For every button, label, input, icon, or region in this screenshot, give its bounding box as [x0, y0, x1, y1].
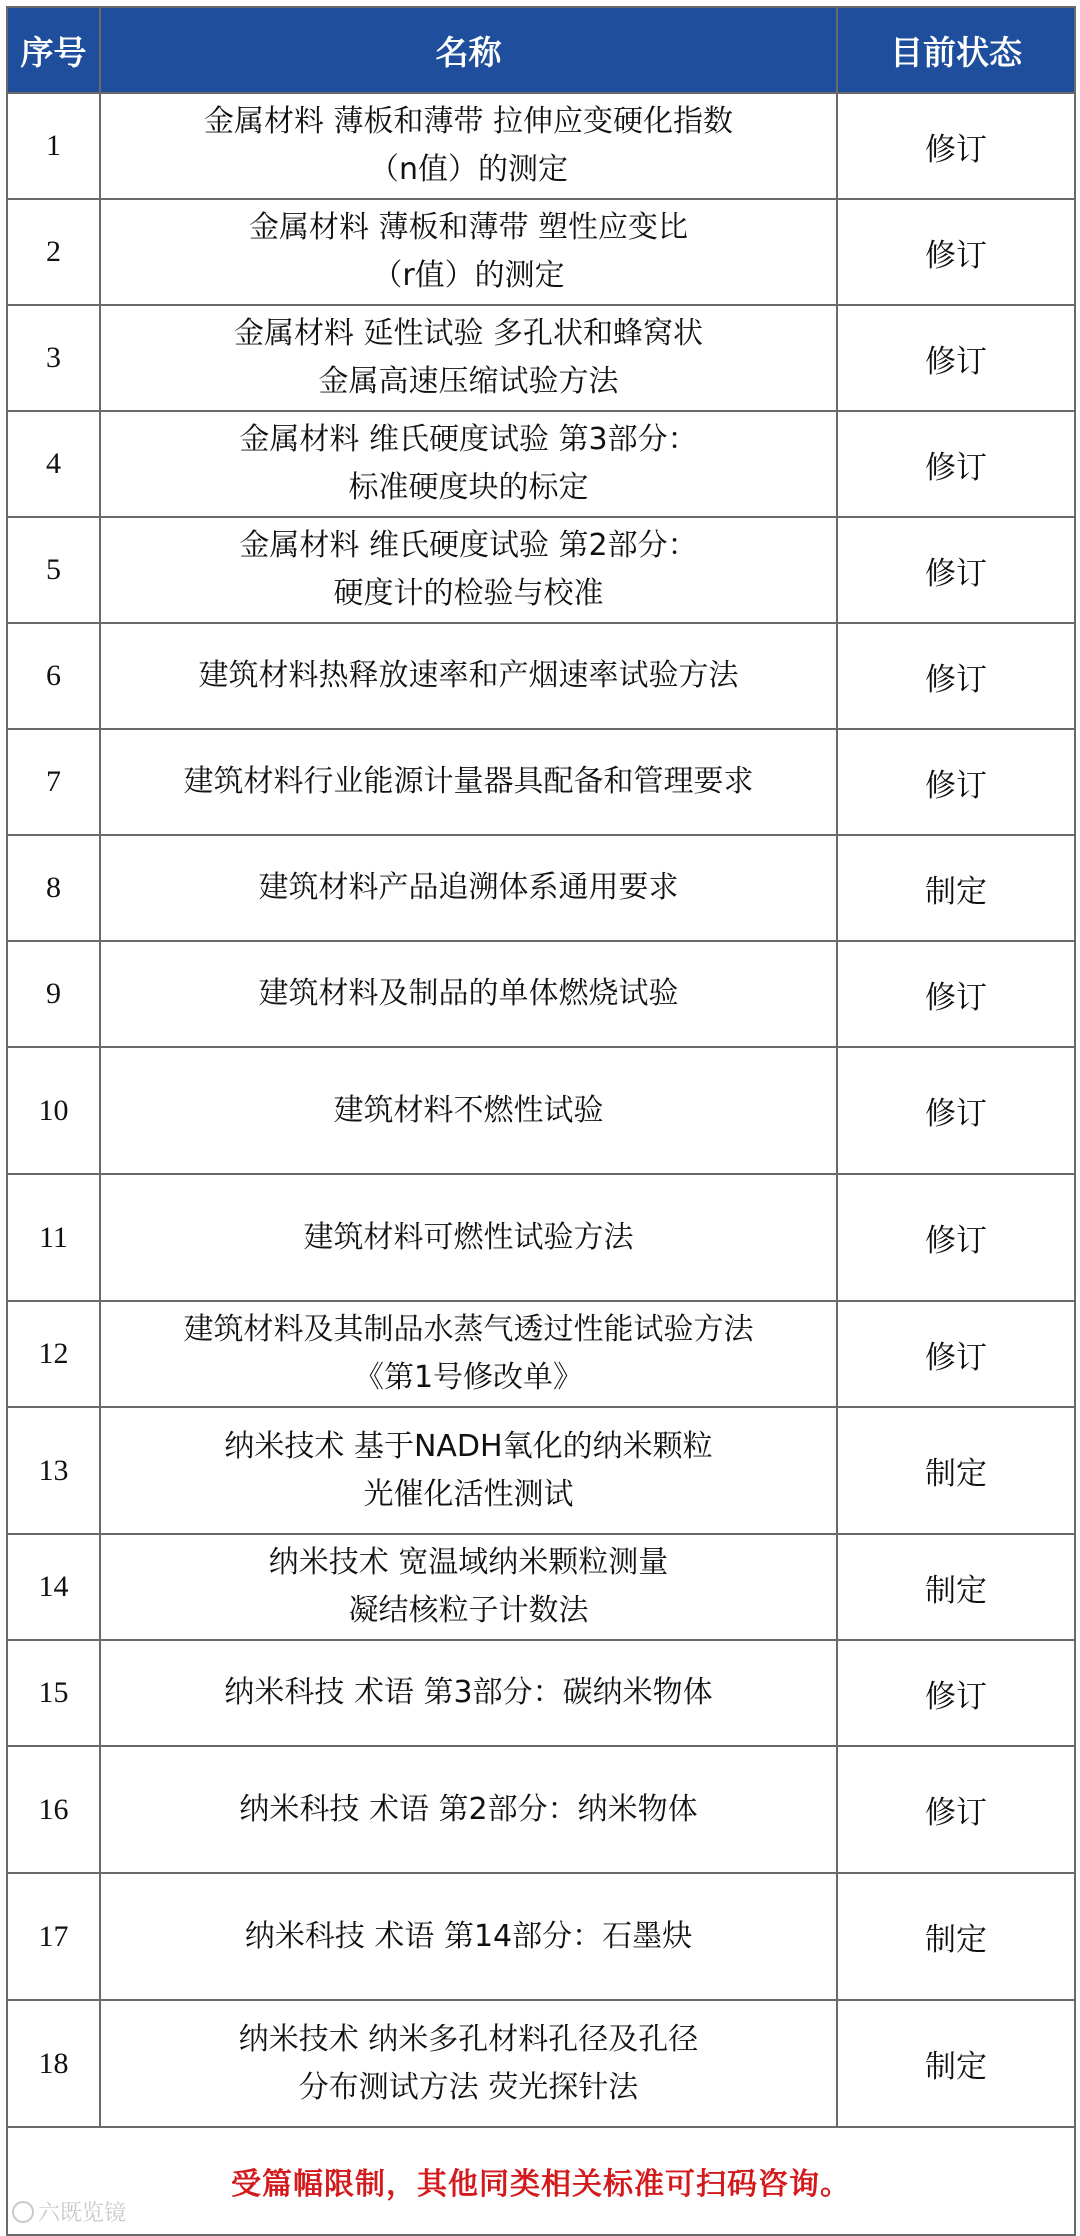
table-row — [7, 1047, 1075, 1174]
row-status: 修订 — [837, 623, 1075, 729]
standard-name-line: 建筑材料及其制品水蒸气透过性能试验方法 — [183, 1312, 754, 1347]
standard-name-line: 《第1号修改单》 — [353, 1360, 584, 1395]
row-status: 制定 — [837, 2000, 1075, 2127]
row-serial-number: 10 — [7, 1047, 100, 1174]
standard-name-line: 金属材料 薄板和薄带 塑性应变比 — [248, 210, 689, 245]
row-serial-number: 18 — [7, 2000, 100, 2127]
row-standard-name — [100, 305, 837, 411]
row-serial-number: 16 — [7, 1746, 100, 1873]
row-status: 制定 — [837, 1534, 1075, 1640]
standard-name-line: 纳米科技 术语 第2部分：纳米物体 — [239, 1791, 698, 1827]
row-serial-number: 2 — [7, 199, 100, 305]
table-row — [7, 1746, 1075, 1873]
row-standard-name — [100, 1746, 837, 1873]
row-standard-name — [100, 1534, 837, 1640]
row-standard-name — [100, 835, 837, 941]
row-serial-number: 3 — [7, 305, 100, 411]
row-status: 修订 — [837, 93, 1075, 199]
row-status: 制定 — [837, 835, 1075, 941]
standard-name-line: 建筑材料产品追溯体系通用要求 — [258, 870, 679, 905]
standard-name-line: （r值）的测定 — [372, 258, 565, 293]
row-status: 修订 — [837, 199, 1075, 305]
row-serial-number: 14 — [7, 1534, 100, 1640]
standard-name-line: 纳米技术 宽温域纳米颗粒测量 — [268, 1545, 669, 1580]
row-status: 修订 — [837, 1746, 1075, 1873]
row-serial-number: 15 — [7, 1640, 100, 1746]
standard-name-line: 建筑材料不燃性试验 — [333, 1092, 604, 1128]
standard-name-line: 硬度计的检验与校准 — [333, 576, 604, 611]
standard-name-line: 纳米科技 术语 第14部分：石墨炔 — [244, 1918, 693, 1954]
row-status: 修订 — [837, 411, 1075, 517]
table-row — [7, 1174, 1075, 1301]
row-status: 修订 — [837, 1301, 1075, 1407]
table-row — [7, 517, 1075, 623]
standard-name-line: 建筑材料热释放速率和产烟速率试验方法 — [198, 658, 739, 693]
standard-name-line: 金属材料 延性试验 多孔状和蜂窝状 — [233, 316, 704, 351]
table-header-row — [7, 7, 1075, 93]
standard-name-line: 金属高速压缩试验方法 — [318, 364, 619, 399]
row-serial-number: 6 — [7, 623, 100, 729]
table-row — [7, 941, 1075, 1047]
row-standard-name — [100, 199, 837, 305]
standard-name-line: （n值）的测定 — [368, 152, 568, 187]
footnote-row — [7, 2127, 1075, 2235]
standard-name-line: 分布测试方法 荧光探针法 — [298, 2069, 639, 2105]
row-serial-number: 17 — [7, 1873, 100, 2000]
standard-name-line: 建筑材料可燃性试验方法 — [303, 1219, 634, 1255]
row-standard-name — [100, 1873, 837, 2000]
table-row — [7, 411, 1075, 517]
row-status: 修订 — [837, 517, 1075, 623]
table-row — [7, 1640, 1075, 1746]
row-status: 修订 — [837, 941, 1075, 1047]
row-standard-name — [100, 2000, 837, 2127]
standard-name-line: 纳米科技 术语 第3部分：碳纳米物体 — [224, 1675, 713, 1710]
standard-name-line: 建筑材料行业能源计量器具配备和管理要求 — [183, 764, 754, 799]
standard-name-line: 光催化活性测试 — [363, 1476, 574, 1512]
row-serial-number: 11 — [7, 1174, 100, 1301]
table-row — [7, 1301, 1075, 1407]
row-serial-number: 5 — [7, 517, 100, 623]
table-body — [7, 93, 1075, 2127]
row-standard-name — [100, 623, 837, 729]
row-serial-number: 12 — [7, 1301, 100, 1407]
standard-name-line: 金属材料 维氏硬度试验 第3部分： — [239, 422, 698, 457]
standard-name-line: 标准硬度块的标定 — [348, 470, 589, 505]
row-status: 制定 — [837, 1407, 1075, 1534]
table-row — [7, 835, 1075, 941]
table-row — [7, 305, 1075, 411]
row-status: 修订 — [837, 305, 1075, 411]
standard-name-line: 纳米技术 纳米多孔材料孔径及孔径 — [238, 2021, 699, 2057]
row-serial-number: 4 — [7, 411, 100, 517]
row-standard-name — [100, 729, 837, 835]
watermark-text: 六既览镜 — [38, 2201, 127, 2226]
table-row — [7, 1873, 1075, 2000]
row-standard-name — [100, 411, 837, 517]
standard-name-line: 纳米技术 基于NADH氧化的纳米颗粒 — [224, 1428, 713, 1464]
row-serial-number: 9 — [7, 941, 100, 1047]
table-row — [7, 1534, 1075, 1640]
row-status: 修订 — [837, 1047, 1075, 1174]
row-standard-name — [100, 1047, 837, 1174]
row-standard-name — [100, 1640, 837, 1746]
standard-name-line: 凝结核粒子计数法 — [348, 1593, 589, 1628]
row-standard-name — [100, 941, 837, 1047]
row-standard-name — [100, 1407, 837, 1534]
row-standard-name — [100, 1174, 837, 1301]
row-status: 修订 — [837, 729, 1075, 835]
table-row — [7, 729, 1075, 835]
table-row — [7, 1407, 1075, 1534]
footnote-text: 受篇幅限制，其他同类相关标准可扫码咨询。 — [7, 2127, 1075, 2235]
standard-name-line: 金属材料 维氏硬度试验 第2部分： — [239, 528, 698, 563]
table-row — [7, 199, 1075, 305]
header-serial-number: 序号 — [7, 7, 100, 93]
row-serial-number: 8 — [7, 835, 100, 941]
row-standard-name — [100, 1301, 837, 1407]
table-row — [7, 93, 1075, 199]
row-serial-number: 13 — [7, 1407, 100, 1534]
standards-table-sheet — [6, 6, 1074, 2228]
standard-name-line: 金属材料 薄板和薄带 拉伸应变硬化指数 — [203, 104, 734, 139]
watermark — [12, 2196, 126, 2227]
header-current-status: 目前状态 — [837, 7, 1075, 93]
row-status: 制定 — [837, 1873, 1075, 2000]
row-standard-name — [100, 93, 837, 199]
table-row — [7, 2000, 1075, 2127]
row-serial-number: 7 — [7, 729, 100, 835]
row-standard-name — [100, 517, 837, 623]
standards-table — [6, 6, 1076, 2236]
header-name: 名称 — [100, 7, 837, 93]
row-status: 修订 — [837, 1640, 1075, 1746]
watermark-logo-icon — [12, 2201, 34, 2223]
standard-name-line: 建筑材料及制品的单体燃烧试验 — [258, 976, 679, 1011]
table-row — [7, 623, 1075, 729]
row-serial-number: 1 — [7, 93, 100, 199]
row-status: 修订 — [837, 1174, 1075, 1301]
